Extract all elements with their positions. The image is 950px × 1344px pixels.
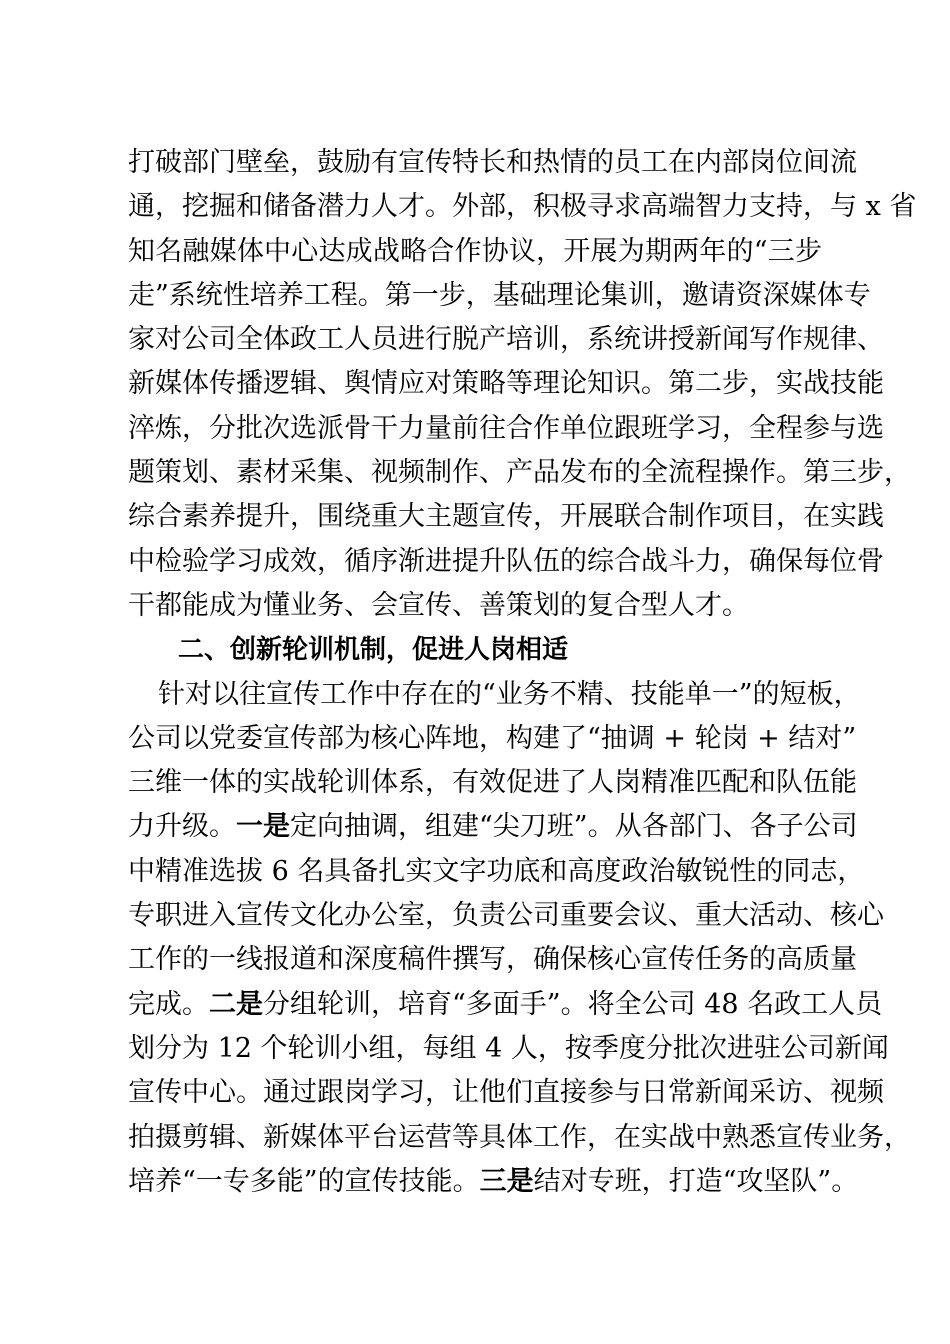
- text-line: [128, 1160, 859, 1204]
- text-line: [128, 1071, 884, 1115]
- text-line: [128, 540, 884, 584]
- text-segment: 分组轮训，培育“多面手”。将全公司 48 名政工人员: [263, 988, 883, 1020]
- text-line: [128, 407, 884, 451]
- text-segment: 干都能成为懂业务、会宣传、善策划的复合型人才。: [128, 589, 749, 621]
- text-line: [128, 983, 883, 1027]
- bold-keyword: 一是: [236, 811, 290, 843]
- text-segment: 三维一体的实战轮训体系，有效促进了人岗精准匹配和队伍能: [128, 767, 857, 799]
- text-line: [128, 894, 884, 938]
- text-line: [128, 451, 911, 495]
- text-segment: 宣传中心。通过跟岗学习，让他们直接参与日常新闻采访、视频: [128, 1077, 884, 1109]
- text-line: [128, 805, 858, 849]
- text-segment: 结对专班，打造“攻坚队”。: [533, 1165, 859, 1197]
- text-line: [128, 761, 857, 805]
- text-line: [128, 584, 822, 628]
- text-line: [128, 938, 857, 982]
- text-line: [128, 362, 884, 406]
- text-segment: 力升级。: [128, 811, 236, 843]
- text-line: [128, 185, 917, 229]
- text-segment: 中精准选拔 6 名具备扎实文字功底和高度政治敏锐性的同志，: [128, 855, 865, 887]
- section-heading: [128, 628, 822, 672]
- text-segment: 题策划、素材采集、视频制作、产品发布的全流程操作。第三步，: [128, 457, 911, 489]
- bold-keyword: 三是: [479, 1165, 534, 1197]
- text-segment: 拍摄剪辑、新媒体平台运营等具体工作，在实战中熟悉宣传业务，: [128, 1121, 911, 1153]
- text-segment: 工作的一线报道和深度稿件撰写，确保核心宣传任务的高质量: [128, 944, 857, 976]
- bold-keyword: 二是: [209, 988, 263, 1020]
- text-line: [128, 850, 865, 894]
- text-segment: 通，挖掘和储备潜力人才。外部，积极寻求高端智力支持，与 x 省: [128, 191, 917, 223]
- text-line: [128, 274, 871, 318]
- text-segment: 培养“一专多能”的宣传技能。: [128, 1165, 480, 1197]
- text-segment: 中检验学习成效，循序渐进提升队伍的综合战斗力，确保每位骨: [128, 545, 884, 577]
- text-segment: 家对公司全体政工人员进行脱产培训，系统讲授新闻写作规律、: [128, 324, 884, 356]
- text-line: [128, 1116, 911, 1160]
- text-segment: 综合素养提升，围绕重大主题宣传，开展联合制作项目，在实践: [128, 501, 884, 533]
- text-segment: 二、创新轮训机制，促进人岗相适: [178, 635, 569, 666]
- text-segment: 打破部门壁垒，鼓励有宣传特长和热情的员工在内部岗位间流: [128, 147, 857, 178]
- text-segment: 走”系统性培养工程。第一步，基础理论集训，邀请资深媒体专: [128, 279, 871, 311]
- text-line: [128, 230, 822, 274]
- text-segment: 专职进入宣传文化办公室，负责公司重要会议、重大活动、核心: [128, 900, 884, 932]
- text-line: [128, 141, 857, 185]
- text-line: [128, 673, 861, 717]
- text-segment: 新媒体传播逻辑、舆情应对策略等理论知识。第二步，实战技能: [128, 368, 884, 400]
- text-line: [128, 318, 884, 362]
- text-segment: 定向抽调，组建“尖刀班”。从各部门、各子公司: [290, 811, 858, 843]
- text-segment: 划分为 12 个轮训小组，每组 4 人，按季度分批次进驻公司新闻: [128, 1032, 889, 1064]
- text-segment: 淬炼，分批次选派骨干力量前往合作单位跟班学习，全程参与选: [128, 412, 884, 444]
- text-line: [128, 1027, 889, 1071]
- text-segment: 公司以党委宣传部为核心阵地，构建了“抽调 + 轮岗 + 结对”: [128, 722, 857, 754]
- text-line: [128, 717, 857, 761]
- text-line: [128, 495, 884, 539]
- text-segment: 知名融媒体中心达成战略合作协议，开展为期两年的“三步: [128, 235, 822, 267]
- text-segment: 针对以往宣传工作中存在的“业务不精、技能单一”的短板，: [158, 678, 861, 710]
- text-segment: 完成。: [128, 988, 209, 1020]
- document-body: [128, 141, 917, 1204]
